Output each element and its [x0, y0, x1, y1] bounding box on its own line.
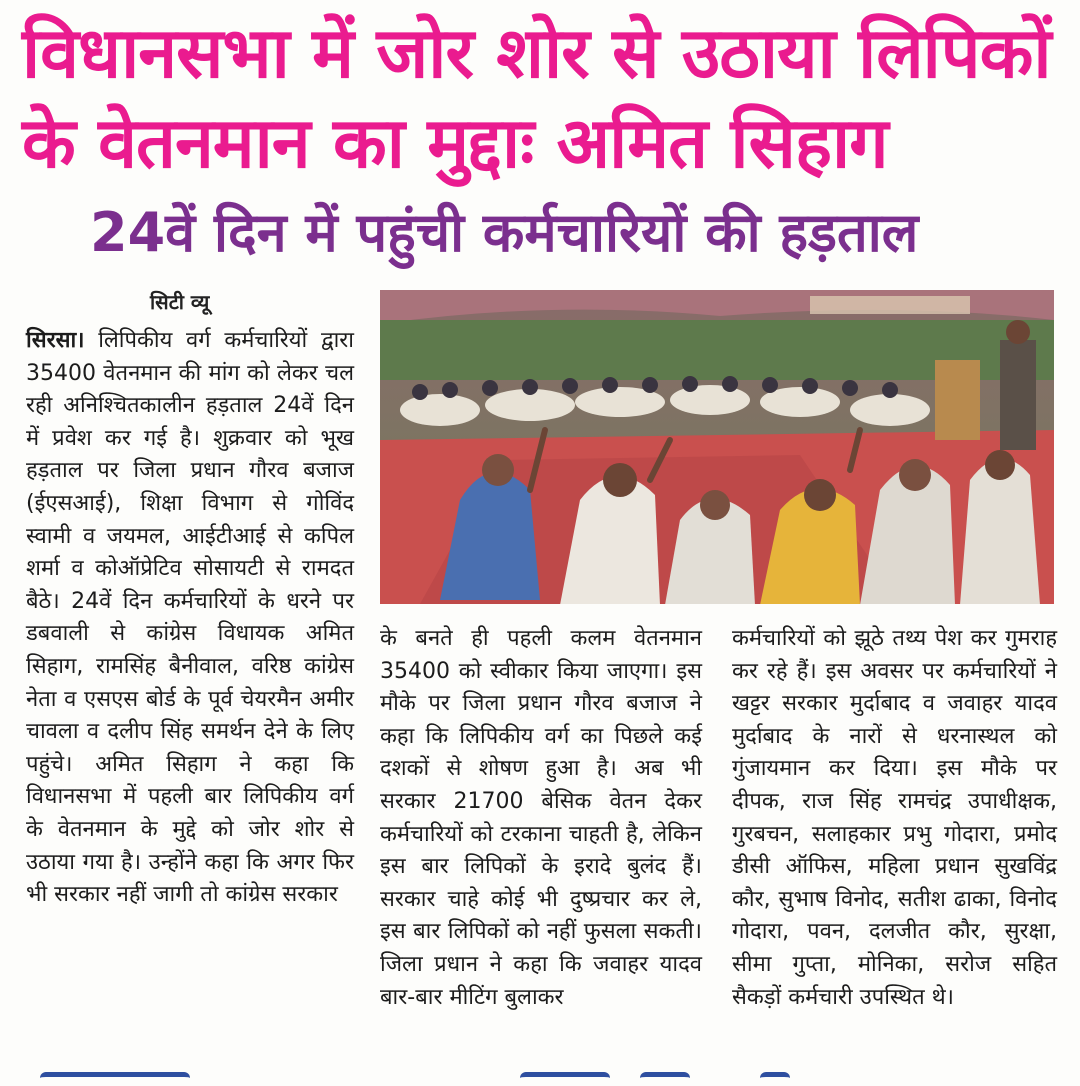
column-2-text: के बनते ही पहली कलम वेतनमान 35400 को स्वीकार किया जाएगा। इस मौके पर जिला प्रधान गौरव बजाज ने कहा कि लिपिकीय वर्ग का पिछले कई दशकों से शोषण हुआ है। अब भी सरकार 21700 बेसिक वेतन देकर कर्मचारियों को टरकाना चाहती है, लेकिन इस बार लिपिकों के इरादे बुलंद हैं। सरकार चाहे कोई भी दुष्प्रचार कर ले, इस बार लिपिकों को नहीं फुसला सकती। जिला प्रधान ने कहा कि जवाहर यादव बार-बार मीटिंग बुलाकर [380, 626, 702, 1010]
cutoff-glyph [760, 1072, 790, 1086]
cutoff-glyph [40, 1072, 190, 1086]
protest-photo-illustration [380, 290, 1054, 604]
headline-line-2: के वेतनमान का मुद्दाः अमित सिहाग [22, 102, 888, 184]
article-column-1 [26, 325, 354, 912]
next-article-cutoff [0, 1068, 1080, 1086]
byline: सिटी व्यू [150, 290, 210, 314]
cutoff-glyph [640, 1072, 690, 1086]
article-column-3 [732, 623, 1057, 1014]
dateline: सिरसा। [26, 328, 85, 353]
subheadline: 24वें दिन में पहुंची कर्मचारियों की हड़ताल [90, 201, 919, 264]
column-1-text: लिपिकीय वर्ग कर्मचारियों द्वारा 35400 वेतनमान की मांग को लेकर चल रही अनिश्चितकालीन हड़ताल 24वें दिन में प्रवेश कर गई है। शुक्रवार को भूख हड़ताल पर जिला प्रधान गौरव बजाज (ईएसआई), शिक्षा विभाग से गोविंद स्वामी व जयमल, आईटीआई से कपिल शर्मा व कोऑप्रेटिव सोसायटी से रामदत बैठे। 24वें दिन कर्मचारियों के धरने पर डबवाली से कांग्रेस विधायक अमित सिहाग, रामसिंह बैनीवाल, वरिष्ठ कांग्रेस नेता व एसएस बोर्ड के पूर्व चेयरमैन अमीर चावला व दलीप सिंह समर्थन देने के लिए पहुंचे। अमित सिहाग ने कहा कि विधानसभा में पहली बार लिपिकीय वर्ग के वेतनमान के मुद्दे को जोर शोर से उठाया गया है। उन्होंने कहा कि अगर फिर भी सरकार नहीं जागी तो कांग्रेस सरकार [26, 328, 354, 908]
headline-line-1: विधानसभा में जोर शोर से उठाया लिपिकों [22, 12, 1051, 94]
article-column-2 [380, 623, 702, 1014]
protest-photo [380, 290, 1054, 604]
column-3-text: कर्मचारियों को झूठे तथ्य पेश कर गुमराह कर रहे हैं। इस अवसर पर कर्मचारियों ने खट्टर सरकार मुर्दाबाद व जवाहर यादव मुर्दाबाद के नारों से धरनास्थल को गुंजायमान कर दिया। इस मौके पर दीपक, राज सिंह रामचंद्र उपाधीक्षक, गुरबचन, सलाहकार प्रभु गोदारा, प्रमोद डीसी ऑफिस, महिला प्रधान सुखविंद्र कौर, सुभाष विनोद, सतीश ढाका, विनोद गोदारा, पवन, दलजीत कौर, सुरक्षा, सीमा गुप्ता, मोनिका, सरोज सहित सैकड़ों कर्मचारी उपस्थित थे। [732, 626, 1057, 1010]
cutoff-glyph [520, 1072, 610, 1086]
